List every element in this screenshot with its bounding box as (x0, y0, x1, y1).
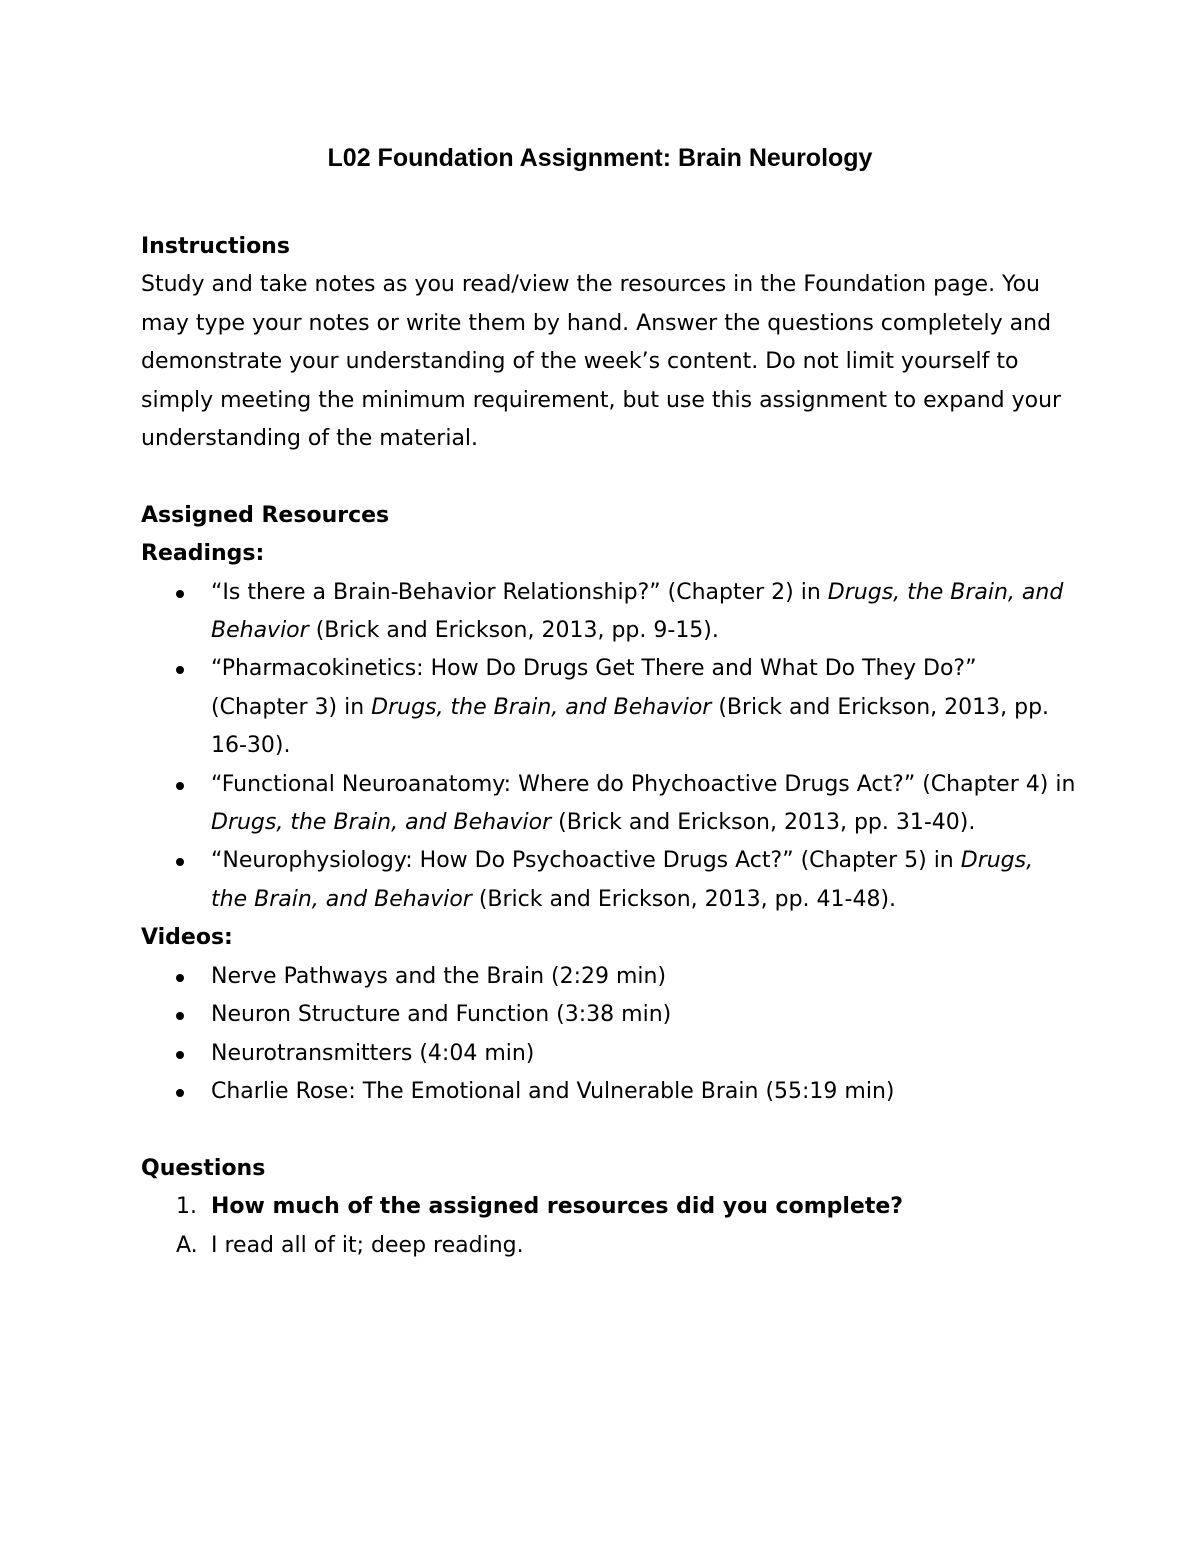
question-text: How much of the assigned resources did you complete? (211, 1194, 904, 1220)
bullet-icon (176, 858, 184, 866)
reading-citation: (Brick and Erickson, 2013, pp. 41-48). (471, 886, 897, 912)
video-title: Neurotransmitters (4:04 min) (211, 1040, 535, 1066)
videos-heading: Videos: (141, 925, 233, 951)
questions-heading: Questions (141, 1155, 266, 1181)
document-body (141, 228, 1076, 1265)
list-item (141, 1073, 1076, 1111)
bullet-icon (176, 590, 184, 598)
reading-citation: (Brick and Erickson, 2013, pp. 9-15). (308, 618, 719, 644)
bullet-icon (176, 974, 184, 982)
list-item (141, 842, 1076, 919)
bullet-icon (176, 1051, 184, 1059)
list-item (141, 958, 1076, 996)
list-item (141, 996, 1076, 1034)
list-item (141, 650, 1076, 765)
readings-heading: Readings: (141, 541, 265, 567)
instructions-heading: Instructions (141, 234, 290, 259)
book-title: Drugs, the Brain, and Behavior (371, 694, 712, 720)
reading-text: “Pharmacokinetics: How Do Drugs Get There and What Do They Do?” (Chapter 3) in (211, 656, 977, 720)
questions-list (141, 1188, 1076, 1226)
answer-marker: A. (176, 1232, 198, 1258)
answer-text: I read all of it; deep reading. (211, 1232, 524, 1258)
bullet-icon (176, 1012, 184, 1020)
video-title: Charlie Rose: The Emotional and Vulnerable Brain (55:19 min) (211, 1078, 895, 1104)
resources-heading: Assigned Resources (141, 502, 390, 528)
reading-text: “Is there a Brain-Behavior Relationship?” (Chapter 2) in (211, 579, 828, 605)
bullet-icon (176, 1089, 184, 1097)
reading-citation: (Brick and Erickson, 2013, pp. 31-40). (551, 810, 976, 836)
readings-list (141, 574, 1076, 920)
list-item (141, 1035, 1076, 1073)
list-item (141, 766, 1076, 843)
videos-list (141, 958, 1076, 1112)
book-title: Drugs, the Brain, and Behavior (211, 579, 1064, 644)
book-title: Drugs, the Brain, and Behavior (211, 810, 552, 836)
answer-item (141, 1227, 1076, 1265)
video-title: Nerve Pathways and the Brain (2:29 min) (211, 963, 667, 989)
document-title: L02 Foundation Assignment: Brain Neurology (327, 144, 873, 172)
bullet-icon (176, 666, 184, 674)
instructions-text: Study and take notes as you read/view the resources in the Foundation page. You may type your notes or write them by hand. Answer the questions completely and demonstrate your understanding of the week’s content. Do not limit yourself to simply meeting the minimum requirement, but use this assignment to expand your understanding of the material. (141, 272, 1062, 452)
spacer (141, 1111, 1076, 1149)
reading-text: “Functional Neuroanatomy: Where do Phychoactive Drugs Act?” (Chapter 4) in (211, 771, 1076, 797)
book-title: Drugs, the Brain, and Behavior (211, 848, 1034, 912)
bullet-icon (176, 782, 184, 790)
spacer (141, 458, 1076, 496)
reading-text: “Neurophysiology: How Do Psychoactive Drugs Act?” (Chapter 5) in (211, 848, 961, 874)
video-title: Neuron Structure and Function (3:38 min) (211, 1002, 672, 1028)
question-item (141, 1188, 1076, 1226)
list-item (141, 574, 1076, 651)
reading-citation: (Brick and Erickson, 2013, pp. 16-30). (211, 694, 1050, 759)
question-number: 1. (176, 1194, 197, 1220)
